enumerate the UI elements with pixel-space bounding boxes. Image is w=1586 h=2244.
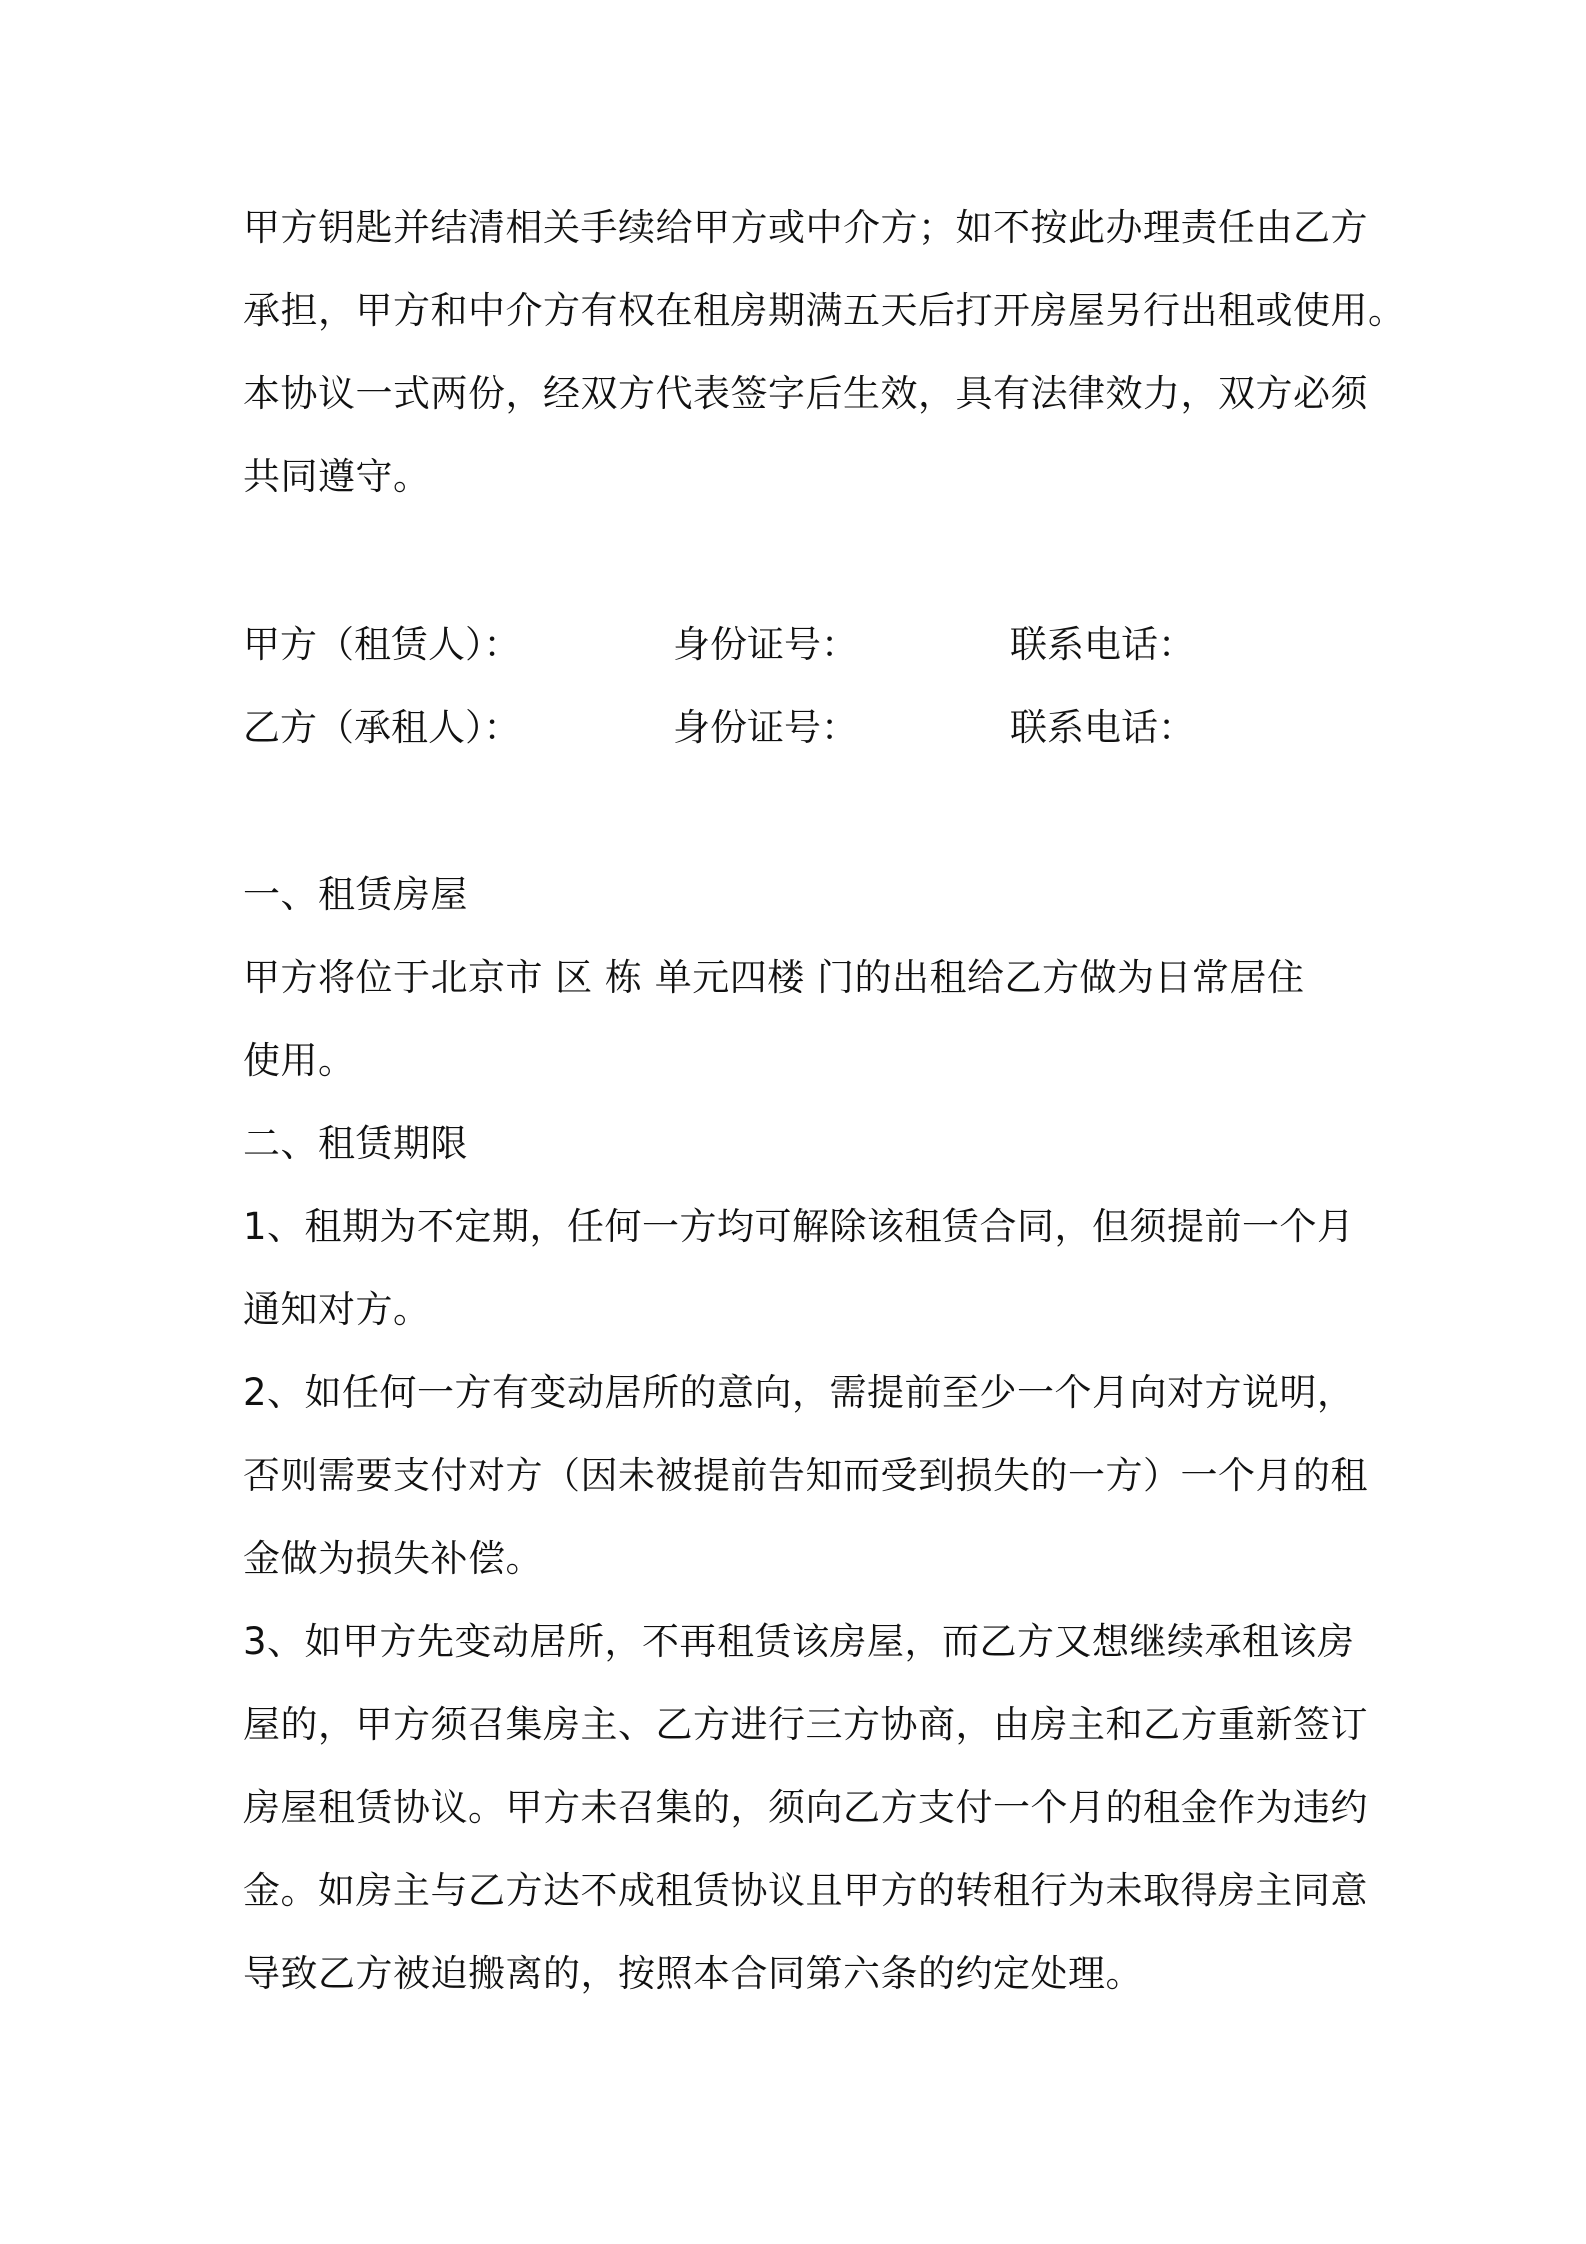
section2-item3-line-5: 导致乙方被迫搬离的，按照本合同第六条的约定处理。 <box>243 1952 1143 1995</box>
party-a-phone-label: 联系电话： <box>1010 623 1195 666</box>
intro-line-3: 本协议一式两份，经双方代表签字后生效，具有法律效力，双方必须 <box>243 372 1368 415</box>
section2-item2-line-3: 金做为损失补偿。 <box>243 1537 543 1580</box>
section2-heading: 二、租赁期限 <box>243 1122 468 1165</box>
section2-item3-line-2: 屋的，甲方须召集房主、乙方进行三方协商，由房主和乙方重新签订 <box>243 1703 1368 1746</box>
intro-line-4: 共同遵守。 <box>243 455 431 498</box>
section2-item2-line-1: 2、如任何一方有变动居所的意向，需提前至少一个月向对方说明， <box>243 1371 1355 1414</box>
section2-item3-line-3: 房屋租赁协议。甲方未召集的，须向乙方支付一个月的租金作为违约 <box>243 1786 1368 1829</box>
section1-heading: 一、租赁房屋 <box>243 873 468 916</box>
party-b-label: 乙方（承租人）： <box>243 706 521 749</box>
party-a-id-label: 身份证号： <box>673 623 858 666</box>
section2-item1-line-2: 通知对方。 <box>243 1288 431 1331</box>
intro-line-2: 承担，甲方和中介方有权在租房期满五天后打开房屋另行出租或使用。 <box>243 289 1406 332</box>
section2-item3-line-1: 3、如甲方先变动居所，不再租赁该房屋，而乙方又想继续承租该房 <box>243 1620 1355 1663</box>
section2-item1-line-1: 1、租期为不定期，任何一方均可解除该租赁合同，但须提前一个月 <box>243 1205 1355 1248</box>
section1-line-1: 甲方将位于北京市 区 栋 单元四楼 门的出租给乙方做为日常居住 <box>243 956 1305 999</box>
section2-item3-line-4: 金。如房主与乙方达不成租赁协议且甲方的转租行为未取得房主同意 <box>243 1869 1368 1912</box>
section1-line-2: 使用。 <box>243 1039 356 1082</box>
party-a-label: 甲方（租赁人）： <box>243 623 521 666</box>
intro-line-1: 甲方钥匙并结清相关手续给甲方或中介方；如不按此办理责任由乙方 <box>243 206 1368 249</box>
party-b-phone-label: 联系电话： <box>1010 706 1195 749</box>
party-b-id-label: 身份证号： <box>673 706 858 749</box>
section2-item2-line-2: 否则需要支付对方（因未被提前告知而受到损失的一方）一个月的租 <box>243 1454 1368 1497</box>
